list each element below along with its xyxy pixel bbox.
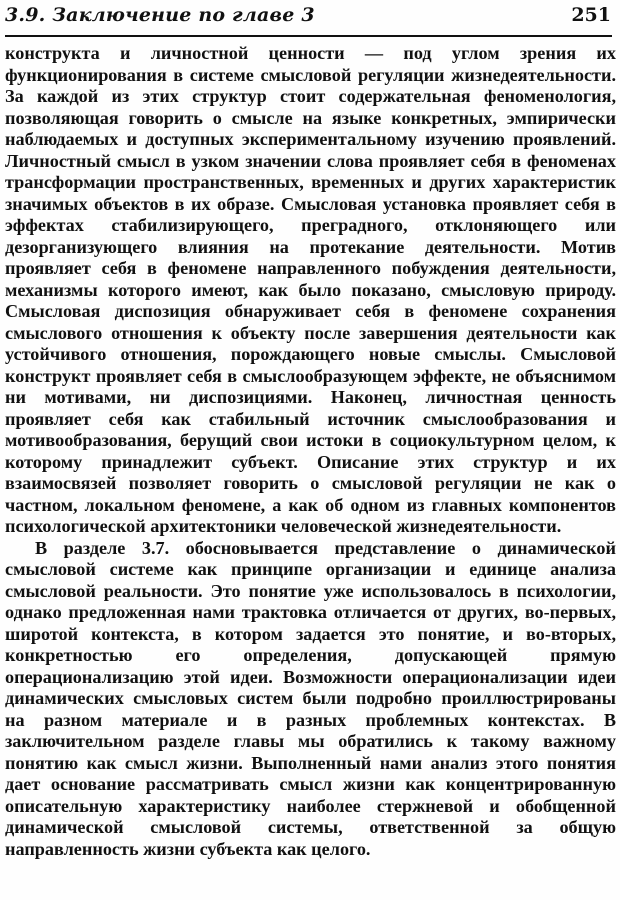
running-head: 3.9. Заключение по главе 3	[5, 4, 315, 26]
header-rule	[5, 35, 612, 37]
page-header	[5, 2, 611, 34]
paragraph-2: В разделе 3.7. обосновывается представление о динамической смысловой системе как принципе организации и единице анализа смысловой реальности. Это понятие уже использовалось в психологии, однако предложенная нами трактовка отличается от других, во-первых, широтой контекста, в котором задается это понятие, и во-вторых, конкретностью его определения, допускающей прямую операционализацию этой идеи. Возможности операционализации идеи динамических смысловых систем были подробно проиллюстрированы на разном материале и в разных проблемных контекстах. В заключительном разделе главы мы обратились к такому важному понятию как смысл жизни. Выполненный нами анализ этого понятия дает основание рассматривать смысл жизни как концентрированную описательную характеристику наиболее стержневой и обобщенной динамической смысловой системы, ответственной за общую направленность жизни субъекта как целого.	[5, 537, 616, 859]
paragraph-1: конструкта и личностной ценности — под углом зрения их функционирования в системе смысловой регуляции жизнедеятельности. За каждой из этих структур стоит содержательная феноменология, позволяющая говорить о смысле на языке конкретных, эмпирически наблюдаемых и доступных экспериментальному изучению проявлений. Личностный смысл в узком значении слова проявляет себя в феноменах трансформации пространственных, временных и других характеристик значимых объектов в их образе. Смысловая установка проявляет себя в эффектах стабилизирующего, преградного, отклоняющего или дезорганизующего влияния на протекание деятельности. Мотив проявляет себя в феномене направленного побуждения деятельности, механизмы которого имеют, как было показано, смысловую природу. Смысловая диспозиция обнаруживает себя в феномене сохранения смыслового отношения к объекту после завершения деятельности как устойчивого отношения, порождающего новые смыслы. Смысловой конструкт проявляет себя в смыслообразующем эффекте, не объяснимом ни мотивами, ни диспозициями. Наконец, личностная ценность проявляет себя как стабильный источник смыслообразования и мотивообразования, берущий свои истоки в социокультурном целом, к которому принадлежит субъект. Описание этих структур и их взаимосвязей позволяет говорить о смысловой регуляции не как о частном, локальном феномене, а как об одном из главных компонентов психологической архитектоники человеческой жизнедеятельности.	[5, 43, 616, 536]
page-number: 251	[571, 4, 611, 26]
body-text	[5, 43, 616, 860]
